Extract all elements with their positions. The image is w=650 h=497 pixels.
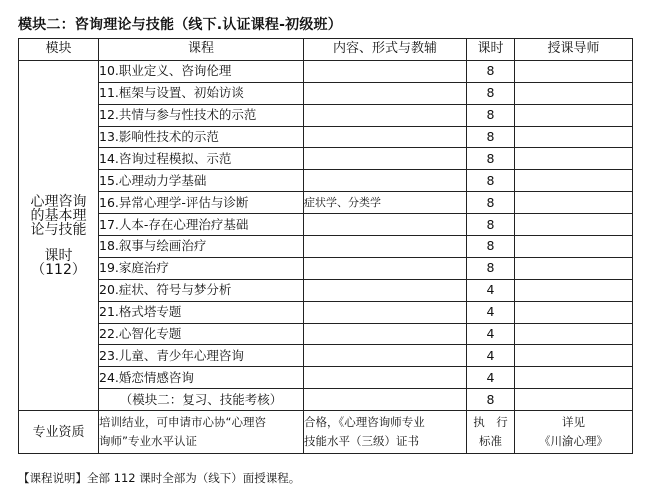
content-cell: 症状学、分类学 (304, 192, 467, 214)
module-hours-value: （112） (31, 261, 86, 278)
table-row (19, 236, 633, 258)
hours-cell: 8 (467, 214, 515, 236)
content-cell (304, 214, 467, 236)
teacher-cell (515, 104, 633, 126)
course-cell: 18.叙事与绘画治疗 (99, 236, 304, 258)
review-row (19, 389, 633, 411)
table-row (19, 301, 633, 323)
table-row (19, 214, 633, 236)
module-name-line: 心理咨询 (30, 193, 87, 210)
header-content: 内容、形式与教辅 (304, 39, 467, 61)
course-cell: 11.框架与设置、初始访谈 (99, 82, 304, 104)
course-cell: 16.异常心理学-评估与诊断 (99, 192, 304, 214)
hours-cell: 8 (467, 192, 515, 214)
see-reference (515, 411, 633, 454)
hours-cell: 8 (467, 170, 515, 192)
teacher-cell (515, 345, 633, 367)
table-row (19, 323, 633, 345)
teacher-cell (515, 301, 633, 323)
footnote: 【课程说明】全部 112 课时全部为（线下）面授课程。 (18, 471, 301, 485)
teacher-cell (515, 323, 633, 345)
teacher-cell (515, 279, 633, 301)
teacher-cell (515, 257, 633, 279)
module-name-line: 论与技能 (30, 221, 87, 238)
table-row (19, 126, 633, 148)
table-row (19, 104, 633, 126)
qualification-row (19, 411, 633, 454)
course-cell: 14.咨询过程模拟、示范 (99, 148, 304, 170)
qualification-text (99, 411, 304, 454)
teacher-cell (515, 170, 633, 192)
hours-cell: 8 (467, 126, 515, 148)
course-cell: 21.格式塔专题 (99, 301, 304, 323)
course-cell: 19.家庭治疗 (99, 257, 304, 279)
header-module: 模块 (19, 39, 99, 61)
content-cell (304, 323, 467, 345)
table-row (19, 82, 633, 104)
content-cell (304, 170, 467, 192)
header-teacher: 授课导师 (515, 39, 633, 61)
table-row (19, 60, 633, 82)
content-cell (304, 126, 467, 148)
teacher-cell (515, 367, 633, 389)
hours-cell: 8 (467, 60, 515, 82)
standard-text-line: 执 行 (473, 415, 508, 430)
qualification-text-line: 询师”专业水平认证 (99, 434, 197, 449)
teacher-cell (515, 236, 633, 258)
table-header-row (19, 39, 633, 61)
course-cell: 20.症状、符号与梦分析 (99, 279, 304, 301)
teacher-cell (515, 126, 633, 148)
content-cell (304, 148, 467, 170)
course-cell: 17.人本-存在心理治疗基础 (99, 214, 304, 236)
content-cell (304, 279, 467, 301)
teacher-cell (515, 60, 633, 82)
hours-cell: 4 (467, 345, 515, 367)
content-cell (304, 345, 467, 367)
header-hours: 课时 (467, 39, 515, 61)
hours-cell: 4 (467, 367, 515, 389)
hours-cell: 4 (467, 301, 515, 323)
table-row (19, 367, 633, 389)
hours-cell: 4 (467, 323, 515, 345)
header-course: 课程 (99, 39, 304, 61)
table-row (19, 279, 633, 301)
module-name-line: 的基本理 (30, 207, 87, 224)
certificate-text-line: 技能水平（三级）证书 (304, 434, 419, 449)
certificate-text-line: 合格，《心理咨询师专业 (304, 415, 425, 430)
hours-cell: 8 (467, 257, 515, 279)
qualification-text-line: 培训结业，可申请市心协“心理咨 (99, 415, 266, 430)
content-cell (304, 104, 467, 126)
content-cell (304, 301, 467, 323)
see-reference-line: 详见 (562, 415, 585, 430)
hours-cell: 4 (467, 279, 515, 301)
teacher-cell (515, 82, 633, 104)
table-row (19, 170, 633, 192)
table-row (19, 257, 633, 279)
review-course-cell: （模块二：复习、技能考核） (99, 389, 304, 411)
hours-cell: 8 (467, 104, 515, 126)
course-cell: 22.心智化专题 (99, 323, 304, 345)
content-cell (304, 82, 467, 104)
teacher-cell (515, 192, 633, 214)
content-cell (304, 389, 467, 411)
standard-text (467, 411, 515, 454)
table-row (19, 148, 633, 170)
table-row (19, 345, 633, 367)
teacher-cell (515, 148, 633, 170)
hours-cell: 8 (467, 148, 515, 170)
course-cell: 10.职业定义、咨询伦理 (99, 60, 304, 82)
course-cell: 13.影响性技术的示范 (99, 126, 304, 148)
certificate-text (304, 411, 467, 454)
course-cell: 15.心理动力学基础 (99, 170, 304, 192)
content-cell (304, 367, 467, 389)
module-cell (19, 60, 99, 410)
see-reference-line: 《川渝心理》 (539, 434, 608, 449)
course-cell: 12.共情与参与性技术的示范 (99, 104, 304, 126)
hours-cell: 8 (467, 389, 515, 411)
course-cell: 23.儿童、青少年心理咨询 (99, 345, 304, 367)
course-cell: 24.婚恋情感咨询 (99, 367, 304, 389)
course-table (18, 38, 633, 454)
hours-cell: 8 (467, 236, 515, 258)
qualification-label: 专业资质 (19, 411, 99, 454)
module-hours-label: 课时 (44, 247, 73, 264)
hours-cell: 8 (467, 82, 515, 104)
teacher-cell (515, 214, 633, 236)
teacher-cell (515, 389, 633, 411)
page-title: 模块二：咨询理论与技能（线下.认证课程-初级班） (18, 17, 342, 33)
content-cell (304, 236, 467, 258)
table-row (19, 192, 633, 214)
content-cell (304, 60, 467, 82)
content-cell (304, 257, 467, 279)
standard-text-line: 标准 (479, 434, 502, 449)
